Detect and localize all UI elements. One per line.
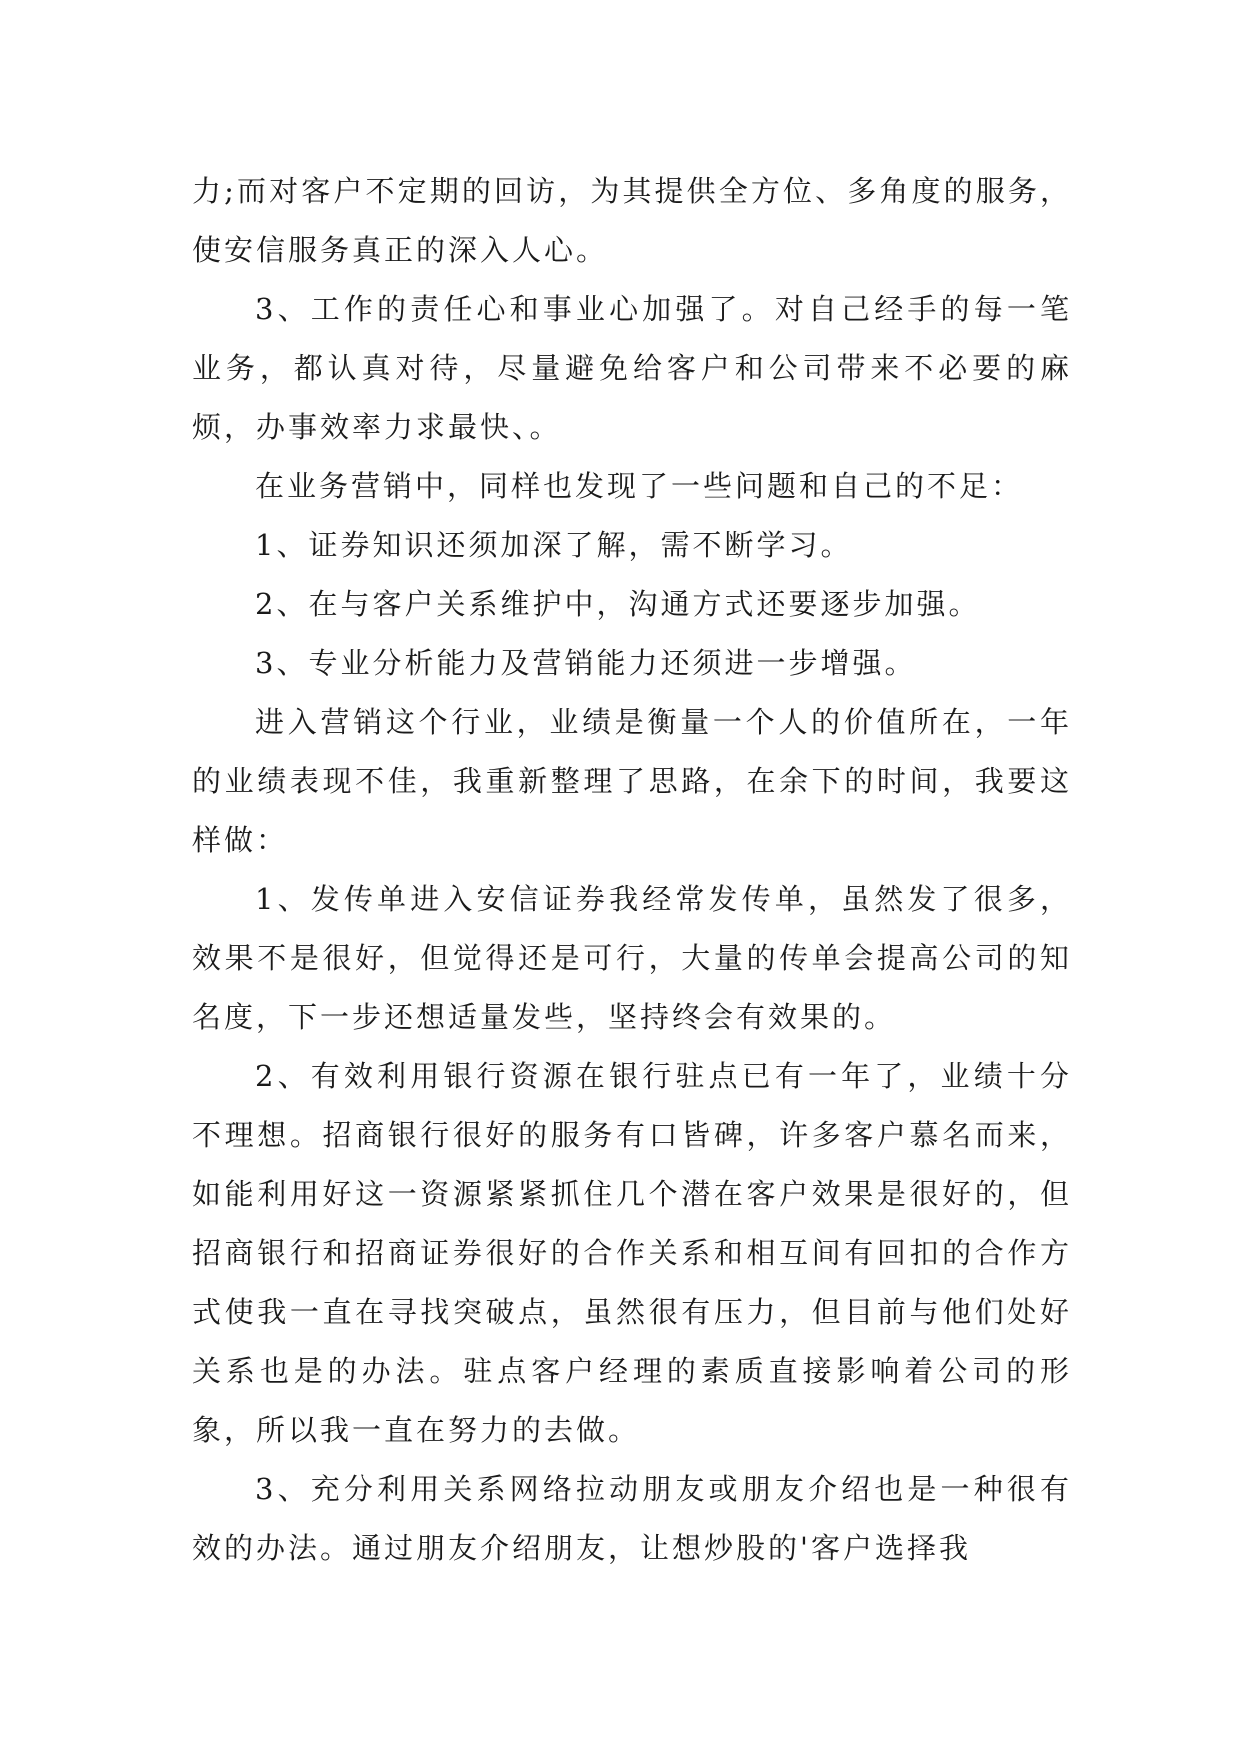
document-body [192,162,1072,1578]
paragraph-2: 3、工作的责任心和事业心加强了。对自己经手的每一笔业务，都认真对待，尽量避免给客户和公司带来不必要的麻烦，办事效率力求最快、。 [192,292,1072,444]
paragraph-5: 2、在与客户关系维护中，沟通方式还要逐步加强。 [255,587,981,621]
paragraph-1: 力;而对客户不定期的回访，为其提供全方位、多角度的服务，使安信服务真正的深入人心。 [192,174,1072,267]
paragraph-3: 在业务营销中，同样也发现了一些问题和自己的不足： [255,469,1024,503]
paragraph-6: 3、专业分析能力及营销能力还须进一步增强。 [255,646,917,680]
paragraph-9: 2、有效利用银行资源在银行驻点已有一年了，业绩十分不理想。招商银行很好的服务有口皆碑，许多客户慕名而来，如能利用好这一资源紧紧抓住几个潜在客户效果是很好的，但招商银行和招商证券很好的合作关系和相互间有回扣的合作方式使我一直在寻找突破点，虽然很有压力，但目前与他们处好关系也是的办法。驻点客户经理的素质直接影响着公司的形象，所以我一直在努力的去做。 [192,1059,1072,1447]
paragraph-7: 进入营销这个行业，业绩是衡量一个人的价值所在，一年的业绩表现不佳，我重新整理了思路，在余下的时间，我要这样做： [192,705,1072,857]
paragraph-4: 1、证券知识还须加深了解，需不断学习。 [255,528,853,562]
paragraph-10: 3、充分利用关系网络拉动朋友或朋友介绍也是一种很有效的办法。通过朋友介绍朋友，让想炒股的'客户选择我 [192,1472,1072,1565]
paragraph-8: 1、发传单进入安信证券我经常发传单，虽然发了很多，效果不是很好，但觉得还是可行，大量的传单会提高公司的知名度，下一步还想适量发些，坚持终会有效果的。 [192,882,1072,1034]
